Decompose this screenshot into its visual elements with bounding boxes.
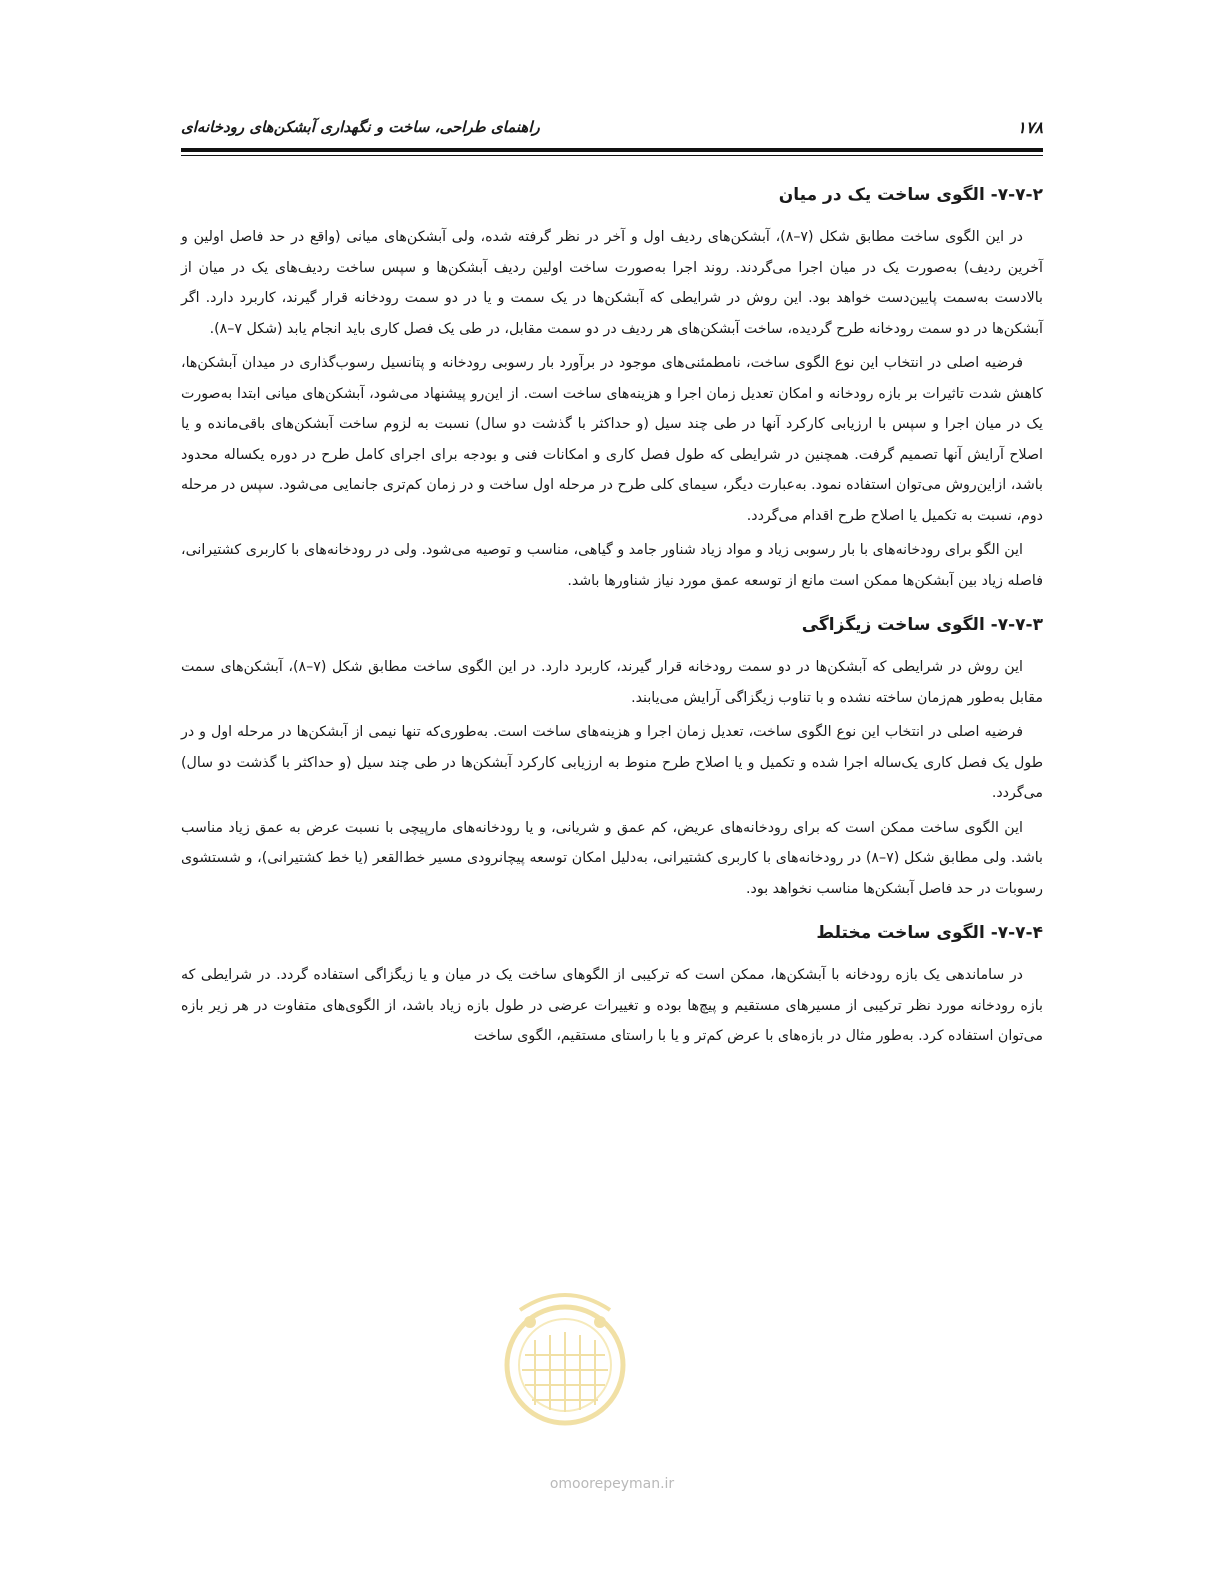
paragraph: این الگو برای رودخانه‌های با بار رسوبی زیاد و مواد زیاد شناور جامد و گیاهی، مناسب و توصیه می‌شود. ولی در رودخانه‌های با کاربری کشتیرانی، فاصله زیاد بین آبشکن‌ها ممکن است مانع از توسعه عمق مورد نیاز شناورها باشد. xyxy=(181,542,1043,589)
section-mixed-pattern xyxy=(181,918,1043,1052)
paragraph: فرضیه اصلی در انتخاب این نوع الگوی ساخت، تعدیل زمان اجرا و هزینه‌های ساخت است. به‌طوری‌که تنها نیمی از آبشکن‌ها در مرحله اول و در طول یک فصل کاری یک‌ساله اجرا شده و تکمیل و یا اصلاح طرح منوط به ارزیابی کارکرد آبشکن‌ها در طی چند سیل (و حداکثر با گذشت دو سال) می‌گردد. xyxy=(181,724,1043,801)
section-heading: ۷-۷-۳- الگوی ساخت زیگزاگی xyxy=(801,615,1043,635)
watermark-logo-icon xyxy=(500,1270,630,1470)
page-header xyxy=(181,118,1043,146)
header-rule-thin xyxy=(181,155,1043,156)
section-alternate-pattern xyxy=(181,180,1043,596)
section-heading: ۷-۷-۴- الگوی ساخت مختلط xyxy=(816,923,1043,943)
watermark-site: omoorepeyman.ir xyxy=(549,1476,675,1492)
section-heading: ۷-۷-۲- الگوی ساخت یک در میان xyxy=(778,185,1043,205)
main-content xyxy=(181,170,1043,1056)
paragraph: در ساماندهی یک بازه رودخانه با آبشکن‌ها، ممکن است که ترکیبی از الگوهای ساخت یک در میان و یا زیگزاگی استفاده گردد. در شرایطی که بازه رودخانه مورد نظر ترکیبی از مسیرهای مستقیم و پیچ‌ها بوده و تغییرات عرضی در طول بازه زیاد باشد، از الگوی‌های متفاوت در هر زیر بازه می‌توان استفاده کرد. به‌طور مثال در بازه‌های با عرض کم‌تر و یا با راستای مستقیم، الگوی ساخت xyxy=(181,967,1043,1044)
paragraph: این الگوی ساخت ممکن است که برای رودخانه‌های عریض، کم عمق و شریانی، و یا رودخانه‌های مارپیچی با نسبت عرض به عمق زیاد مناسب باشد. ولی مطابق شکل (۷–۸) در رودخانه‌های با کاربری کشتیرانی، به‌دلیل امکان توسعه پیچانرودی مسیر خط‌القعر (یا خط کشتیرانی)، و شستشوی رسوبات در حد فاصل آبشکن‌ها مناسب نخواهد بود. xyxy=(181,819,1043,897)
section-zigzag-pattern xyxy=(181,610,1043,904)
header-rule-thick xyxy=(181,148,1043,152)
paragraph: این روش در شرایطی که آبشکن‌ها در دو سمت رودخانه قرار گیرند، کاربرد دارد. در این الگوی ساخت مطابق شکل (۷–۸)، آبشکن‌های سمت مقابل به‌طور هم‌زمان ساخته نشده و با تناوب زیگزاگی آرایش می‌یابند. xyxy=(181,659,1043,706)
paragraph: فرضیه اصلی در انتخاب این نوع الگوی ساخت، نامطمئنی‌های موجود در برآورد بار رسوبی رودخانه و پتانسیل رسوب‌گذاری در میدان آبشکن‌ها، کاهش شدت تاثیرات بر بازه رودخانه و امکان تعدیل زمان اجرا و هزینه‌های ساخت است. از این‌رو پیشنهاد می‌شود، آبشکن‌های میانی ابتدا به‌صورت یک در میان اجرا و سپس با ارزیابی کارکرد آنها در طی چند سیل (و حداکثر با گذشت دو سال) نسبت به لزوم ساخت آبشکن‌های باقی‌مانده و یا اصلاح آرایش آنها تصمیم گرفت. همچنین در شرایطی که طول فصل کاری و امکانات فنی و بودجه برای اجرای کامل طرح در دوره یکساله محدود باشد، ازاین‌روش می‌توان استفاده نمود. به‌عبارت دیگر، سیمای کلی طرح در مرحله اول ساخت و در زمان کم‌تری جانمایی می‌شود. سپس در مرحله دوم، نسبت به تکمیل یا اصلاح طرح اقدام می‌گردد. xyxy=(181,355,1043,524)
running-title: راهنمای طراحی، ساخت و نگهداری آبشکن‌های رودخانه‌ای xyxy=(181,118,540,136)
page-number: ۱۷۸ xyxy=(1017,118,1043,137)
paragraph: در این الگوی ساخت مطابق شکل (۷–۸)، آبشکن‌های ردیف اول و آخر در نظر گرفته شده، ولی آبشکن‌های میانی (واقع در حد فاصل اولین و آخرین ردیف) به‌صورت یک در میان اجرا می‌گردند. روند اجرا به‌صورت ساخت اولین ردیف آبشکن‌ها و سپس ساخت ردیف‌های یک در میان از بالادست به‌سمت پایین‌دست خواهد بود. این روش در شرایطی که آبشکن‌ها در یک سمت و یا در دو سمت رودخانه قرار گیرند، کاربرد دارد. اگر آبشکن‌ها در دو سمت رودخانه طرح گردیده، ساخت آبشکن‌های هر ردیف در دو سمت مقابل، در طی یک فصل کاری باید انجام یابد (شکل ۷–۸). xyxy=(181,229,1043,337)
